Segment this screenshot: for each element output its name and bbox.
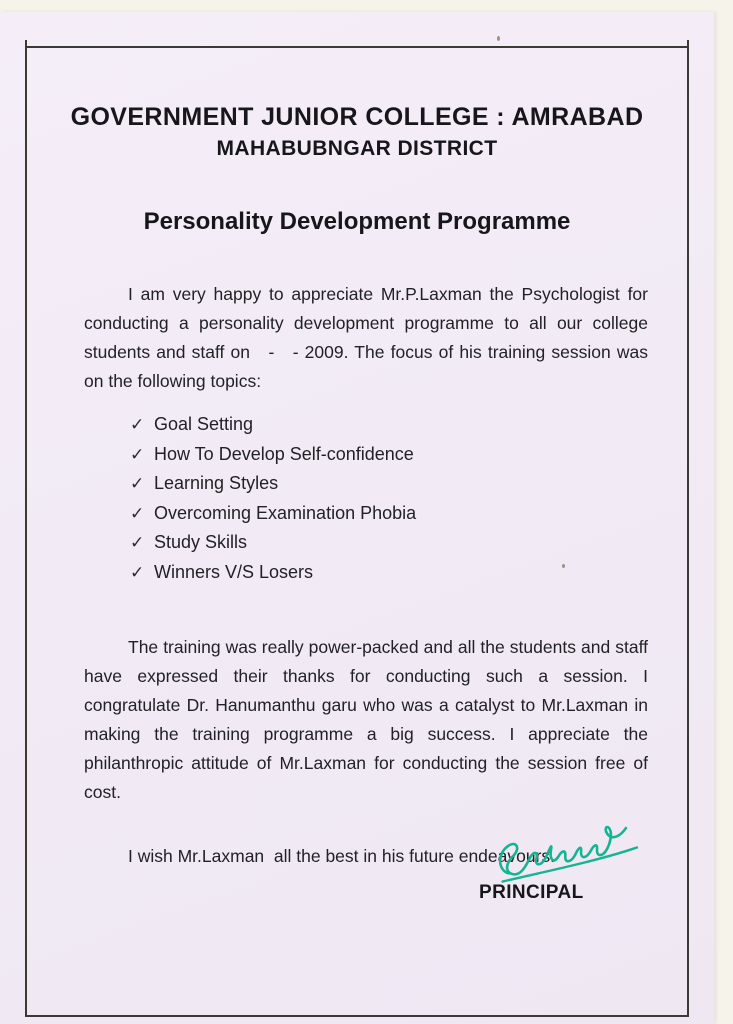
topic-label: How To Develop Self-confidence xyxy=(154,443,414,464)
check-icon: ✓ xyxy=(130,503,145,523)
principal-title: PRINCIPAL xyxy=(479,882,584,903)
college-name-heading: GOVERNMENT JUNIOR COLLEGE : AMRABAD xyxy=(70,103,644,131)
topic-item xyxy=(130,558,687,588)
closing-line: I wish Mr.Laxman all the best in his future endeavours. xyxy=(128,846,556,866)
district-name-heading: MAHABUBNGAR DISTRICT xyxy=(216,137,498,160)
topic-label: Goal Setting xyxy=(154,414,254,434)
border-corner-tick xyxy=(25,40,27,48)
topic-item xyxy=(130,528,687,558)
check-icon: ✓ xyxy=(130,474,145,493)
paper-sheet xyxy=(0,12,714,1024)
signature-block xyxy=(479,818,669,904)
programme-title: Personality Development Programme xyxy=(143,208,571,235)
border-corner-tick xyxy=(687,40,689,48)
topics-list xyxy=(27,410,687,587)
topic-item xyxy=(130,410,687,440)
topic-label: Winners V/S Losers xyxy=(154,561,314,582)
topic-label: Study Skills xyxy=(154,532,248,552)
topic-label: Overcoming Examination Phobia xyxy=(154,502,417,523)
check-icon: ✓ xyxy=(130,444,145,464)
principal-signature-icon xyxy=(489,814,650,886)
topic-item xyxy=(130,440,687,470)
check-icon: ✓ xyxy=(130,415,145,434)
topic-label: Learning Styles xyxy=(154,473,279,493)
scan-speck xyxy=(497,36,500,41)
intro-paragraph: I am very happy to appreciate Mr.P.Laxman the Psychologist for conducting a personality development programme to all our college students and staff on - - 2009. The focus of his training session was on the following topics: xyxy=(84,284,648,391)
topic-item xyxy=(130,499,687,529)
check-icon: ✓ xyxy=(130,533,145,552)
document-border xyxy=(25,46,689,1017)
scan-speck xyxy=(562,564,565,568)
topic-item xyxy=(130,469,687,499)
appreciation-paragraph: The training was really power-packed and all the students and staff have expressed their thanks for conducting such a session. I congratulate Dr. Hanumanthu garu who was a catalyst to Mr.Laxman in making the training programme a big success. I appreciate the philanthropic attitude of Mr.Laxman for conducting the session free of cost. xyxy=(84,637,648,802)
check-icon: ✓ xyxy=(130,562,145,582)
